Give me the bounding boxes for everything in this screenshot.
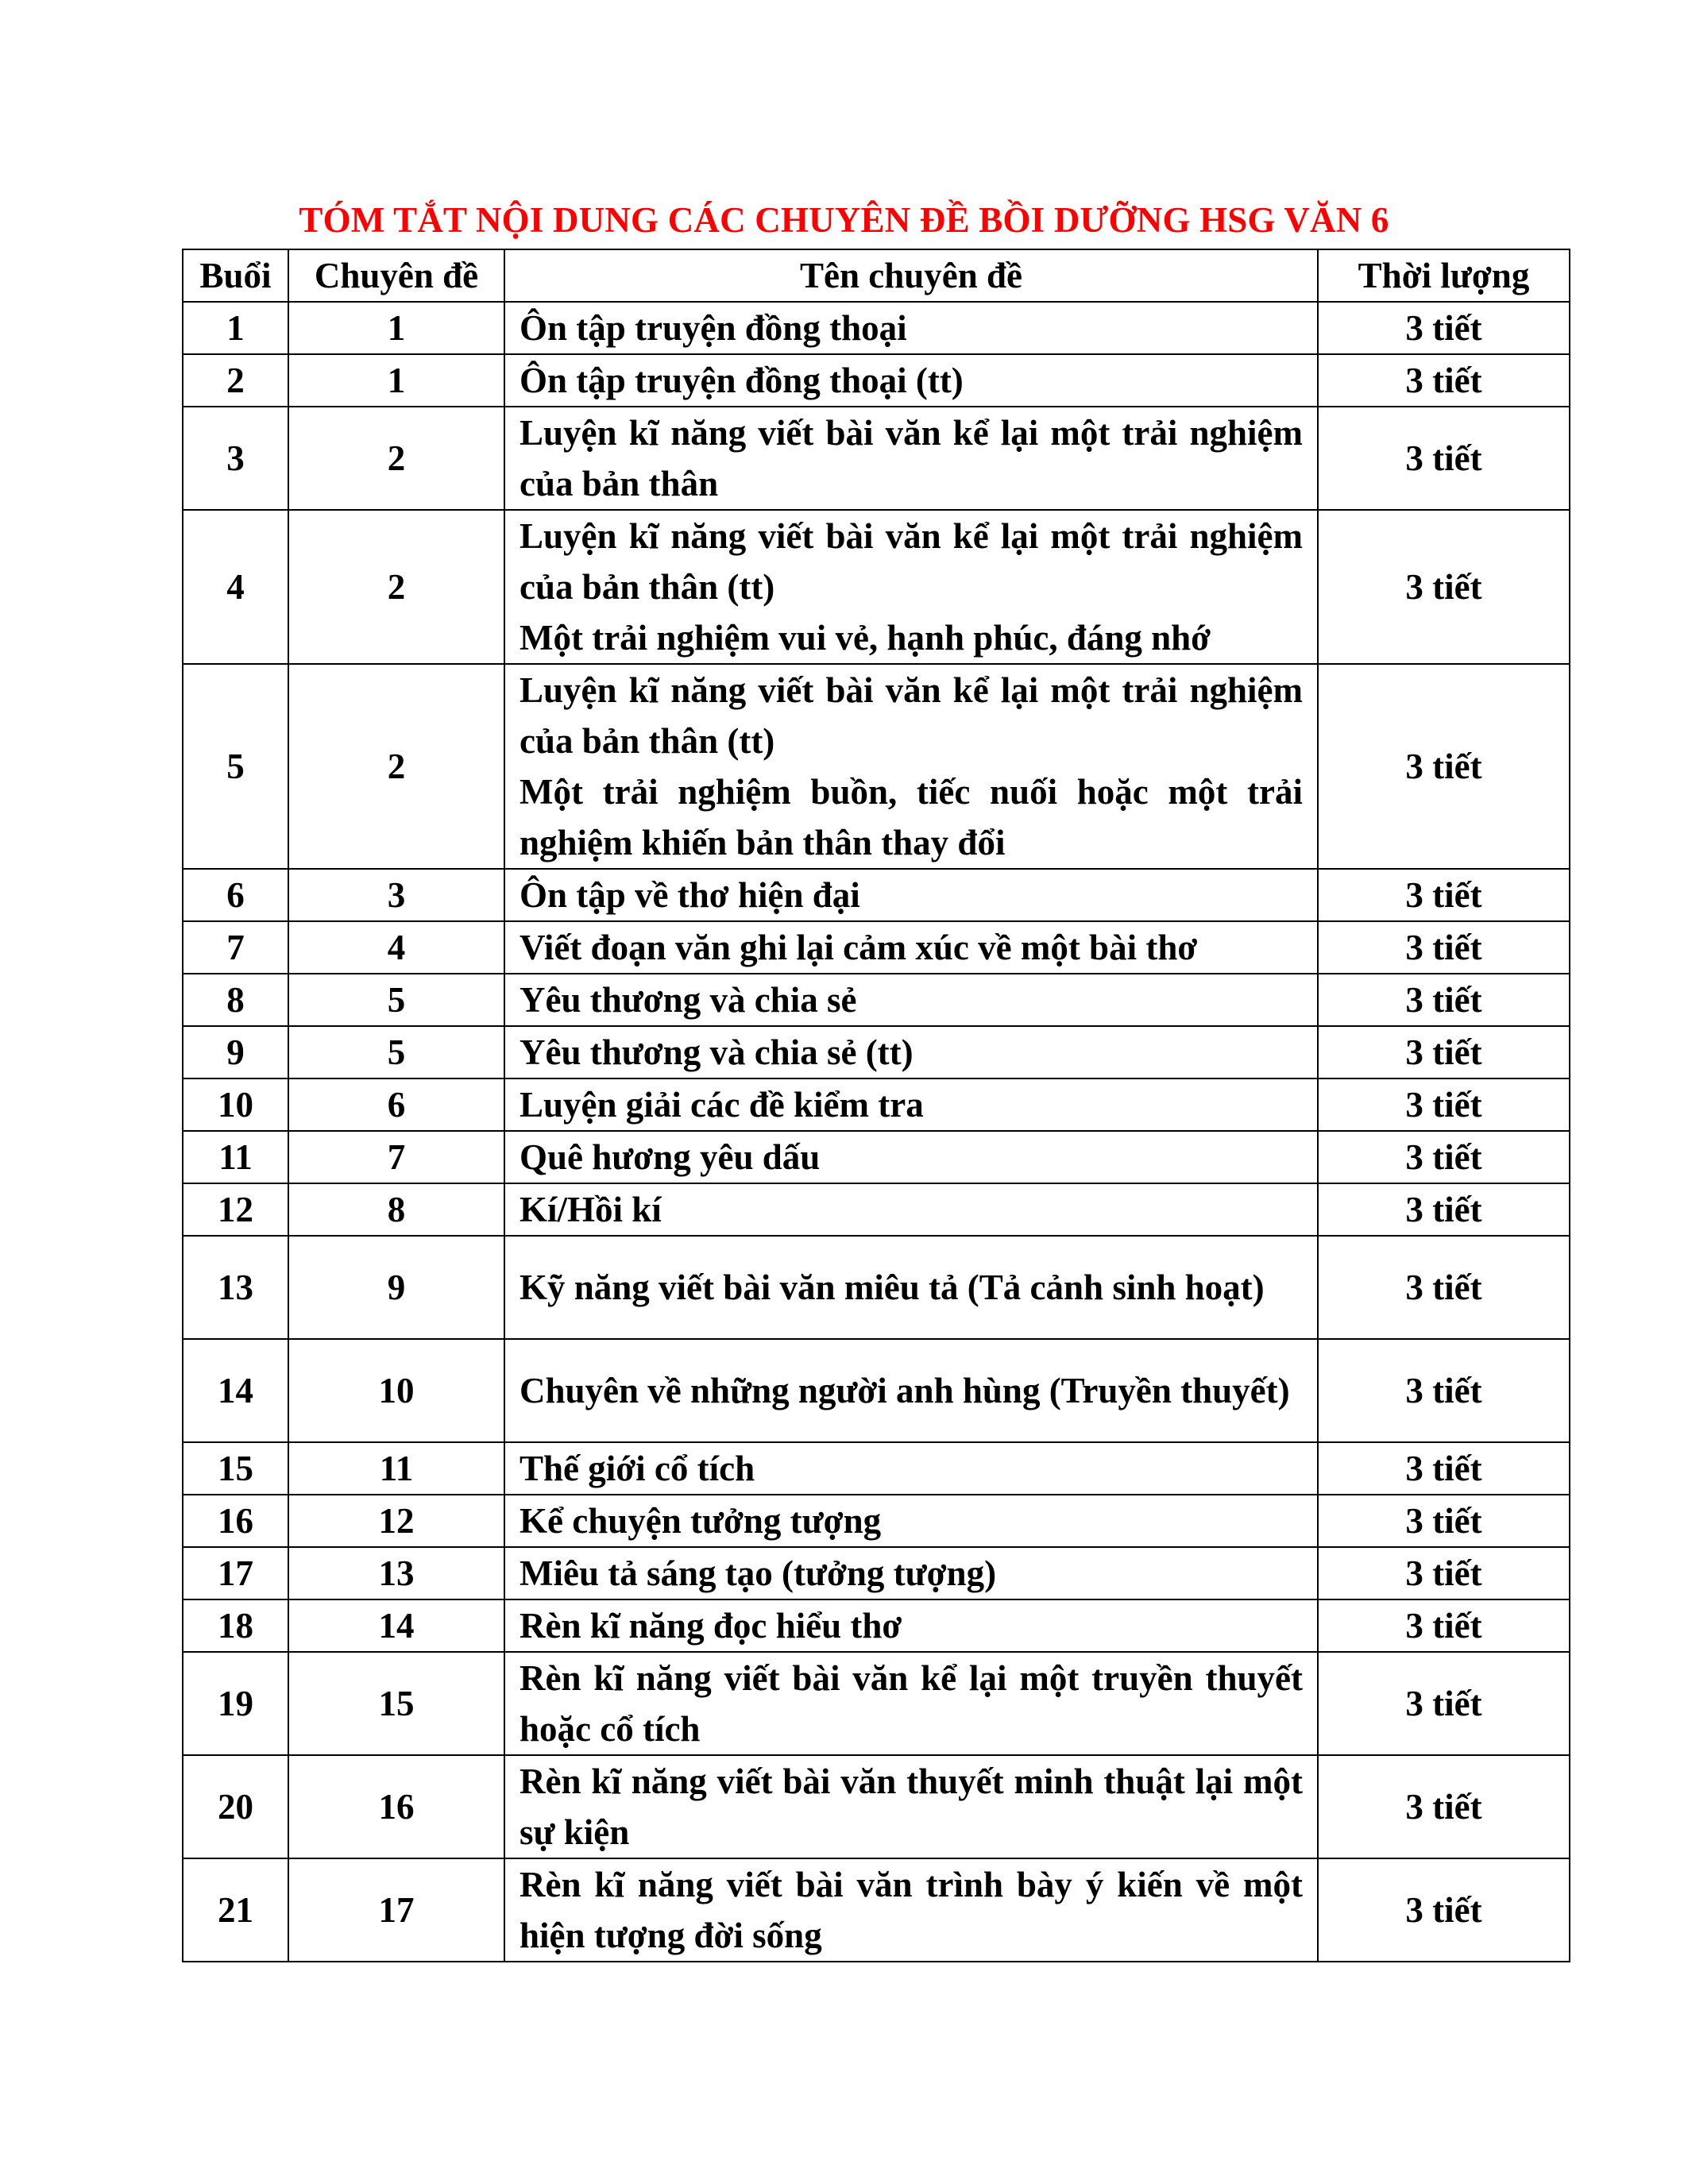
cell-thoi-luong: 3 tiết xyxy=(1318,1495,1570,1547)
topic-line: Ôn tập về thơ hiện đại xyxy=(520,875,860,915)
cell-buoi: 14 xyxy=(183,1339,288,1442)
table-row xyxy=(183,1339,1570,1442)
topic-line: Kể chuyện tưởng tượng xyxy=(520,1501,882,1541)
table-row xyxy=(183,1183,1570,1236)
cell-ten-chuyen-de xyxy=(504,407,1318,510)
topic-line: Luyện kĩ năng viết bài văn kể lại một trải nghiệm của bản thân (tt) xyxy=(520,670,1303,761)
cell-chuyen-de: 9 xyxy=(288,1236,504,1339)
table-row xyxy=(183,354,1570,407)
cell-ten-chuyen-de xyxy=(504,664,1318,869)
cell-thoi-luong: 3 tiết xyxy=(1318,1599,1570,1652)
cell-chuyen-de: 1 xyxy=(288,354,504,407)
cell-thoi-luong: 3 tiết xyxy=(1318,1131,1570,1183)
table-row xyxy=(183,1599,1570,1652)
topic-line: Luyện kĩ năng viết bài văn kể lại một trải nghiệm của bản thân (tt) xyxy=(520,516,1303,607)
table-row xyxy=(183,1652,1570,1755)
table-row xyxy=(183,974,1570,1026)
cell-chuyen-de: 17 xyxy=(288,1858,504,1962)
cell-thoi-luong: 3 tiết xyxy=(1318,1183,1570,1236)
topic-line: Quê hương yêu dấu xyxy=(520,1137,821,1177)
cell-ten-chuyen-de xyxy=(504,1236,1318,1339)
cell-chuyen-de: 15 xyxy=(288,1652,504,1755)
table-row xyxy=(183,664,1570,869)
cell-chuyen-de: 3 xyxy=(288,869,504,921)
cell-ten-chuyen-de xyxy=(504,1442,1318,1495)
topic-line: Rèn kĩ năng viết bài văn kể lại một truyền thuyết hoặc cổ tích xyxy=(520,1658,1303,1749)
cell-thoi-luong: 3 tiết xyxy=(1318,869,1570,921)
topic-line: Rèn kĩ năng viết bài văn thuyết minh thuật lại một sự kiện xyxy=(520,1761,1303,1852)
table-row xyxy=(183,510,1570,664)
table-row xyxy=(183,1755,1570,1858)
cell-ten-chuyen-de xyxy=(504,1755,1318,1858)
cell-buoi: 15 xyxy=(183,1442,288,1495)
cell-thoi-luong: 3 tiết xyxy=(1318,1442,1570,1495)
topic-line: Miêu tả sáng tạo (tưởng tượng) xyxy=(520,1553,997,1593)
topic-line: Yêu thương và chia sẻ xyxy=(520,980,857,1020)
cell-ten-chuyen-de xyxy=(504,1026,1318,1078)
topic-line: Yêu thương và chia sẻ (tt) xyxy=(520,1032,914,1072)
cell-thoi-luong: 3 tiết xyxy=(1318,354,1570,407)
table-row xyxy=(183,1131,1570,1183)
page-title: TÓM TẮT NỘI DUNG CÁC CHUYÊN ĐỀ BỒI DƯỠNG HSG VĂN 6 xyxy=(299,200,1389,240)
cell-buoi: 3 xyxy=(183,407,288,510)
cell-thoi-luong: 3 tiết xyxy=(1318,302,1570,354)
topic-line: Kí/Hồi kí xyxy=(520,1190,662,1229)
cell-chuyen-de: 13 xyxy=(288,1547,504,1599)
cell-thoi-luong: 3 tiết xyxy=(1318,974,1570,1026)
cell-thoi-luong: 3 tiết xyxy=(1318,921,1570,974)
topic-line: Luyện giải các đề kiểm tra xyxy=(520,1085,924,1125)
cell-chuyen-de: 2 xyxy=(288,664,504,869)
topic-line: Một trải nghiệm buồn, tiếc nuối hoặc một trải nghiệm khiến bản thân thay đổi xyxy=(520,772,1303,862)
topic-line: Ôn tập truyện đồng thoại (tt) xyxy=(520,361,964,400)
cell-ten-chuyen-de xyxy=(504,1652,1318,1755)
table-row xyxy=(183,1078,1570,1131)
cell-thoi-luong: 3 tiết xyxy=(1318,1755,1570,1858)
cell-buoi: 7 xyxy=(183,921,288,974)
cell-chuyen-de: 12 xyxy=(288,1495,504,1547)
topic-line: Luyện kĩ năng viết bài văn kể lại một trải nghiệm của bản thân xyxy=(520,413,1303,504)
cell-ten-chuyen-de xyxy=(504,1078,1318,1131)
cell-thoi-luong: 3 tiết xyxy=(1318,1858,1570,1962)
table-row xyxy=(183,1495,1570,1547)
cell-thoi-luong: 3 tiết xyxy=(1318,407,1570,510)
cell-chuyen-de: 2 xyxy=(288,510,504,664)
cell-ten-chuyen-de xyxy=(504,1183,1318,1236)
cell-buoi: 13 xyxy=(183,1236,288,1339)
cell-buoi: 6 xyxy=(183,869,288,921)
cell-buoi: 11 xyxy=(183,1131,288,1183)
cell-buoi: 12 xyxy=(183,1183,288,1236)
cell-chuyen-de: 8 xyxy=(288,1183,504,1236)
cell-chuyen-de: 14 xyxy=(288,1599,504,1652)
table-row xyxy=(183,1547,1570,1599)
table-row xyxy=(183,1026,1570,1078)
table-row xyxy=(183,921,1570,974)
cell-chuyen-de: 11 xyxy=(288,1442,504,1495)
table-row xyxy=(183,869,1570,921)
cell-buoi: 10 xyxy=(183,1078,288,1131)
cell-chuyen-de: 4 xyxy=(288,921,504,974)
cell-ten-chuyen-de xyxy=(504,354,1318,407)
header-ten-chuyen-de: Tên chuyên đề xyxy=(504,249,1318,302)
cell-thoi-luong: 3 tiết xyxy=(1318,1078,1570,1131)
topics-table xyxy=(182,249,1570,1962)
cell-buoi: 9 xyxy=(183,1026,288,1078)
cell-thoi-luong: 3 tiết xyxy=(1318,1547,1570,1599)
cell-thoi-luong: 3 tiết xyxy=(1318,1652,1570,1755)
cell-thoi-luong: 3 tiết xyxy=(1318,1339,1570,1442)
cell-thoi-luong: 3 tiết xyxy=(1318,510,1570,664)
cell-buoi: 4 xyxy=(183,510,288,664)
topic-line: Ôn tập truyện đồng thoại xyxy=(520,308,907,348)
cell-buoi: 2 xyxy=(183,354,288,407)
cell-buoi: 5 xyxy=(183,664,288,869)
cell-thoi-luong: 3 tiết xyxy=(1318,664,1570,869)
cell-buoi: 1 xyxy=(183,302,288,354)
cell-ten-chuyen-de xyxy=(504,869,1318,921)
cell-ten-chuyen-de xyxy=(504,1599,1318,1652)
cell-buoi: 19 xyxy=(183,1652,288,1755)
table-header-row xyxy=(183,249,1570,302)
cell-buoi: 17 xyxy=(183,1547,288,1599)
cell-ten-chuyen-de xyxy=(504,1858,1318,1962)
header-thoi-luong: Thời lượng xyxy=(1318,249,1570,302)
cell-buoi: 16 xyxy=(183,1495,288,1547)
cell-ten-chuyen-de xyxy=(504,1131,1318,1183)
cell-ten-chuyen-de xyxy=(504,1495,1318,1547)
header-buoi: Buổi xyxy=(183,249,288,302)
cell-chuyen-de: 10 xyxy=(288,1339,504,1442)
topic-line: Rèn kĩ năng viết bài văn trình bày ý kiến về một hiện tượng đời sống xyxy=(520,1865,1303,1955)
topic-line: Chuyên về những người anh hùng (Truyền thuyết) xyxy=(520,1371,1290,1410)
cell-chuyen-de: 2 xyxy=(288,407,504,510)
cell-ten-chuyen-de xyxy=(504,974,1318,1026)
topic-line: Kỹ năng viết bài văn miêu tả (Tả cảnh sinh hoạt) xyxy=(520,1268,1265,1307)
table-row xyxy=(183,407,1570,510)
cell-ten-chuyen-de xyxy=(504,302,1318,354)
cell-chuyen-de: 7 xyxy=(288,1131,504,1183)
table-row xyxy=(183,1858,1570,1962)
table-row xyxy=(183,1236,1570,1339)
cell-chuyen-de: 5 xyxy=(288,1026,504,1078)
header-chuyen-de: Chuyên đề xyxy=(288,249,504,302)
cell-ten-chuyen-de xyxy=(504,1547,1318,1599)
topic-line: Viết đoạn văn ghi lại cảm xúc về một bài thơ xyxy=(520,928,1198,967)
cell-buoi: 18 xyxy=(183,1599,288,1652)
topic-line: Rèn kĩ năng đọc hiểu thơ xyxy=(520,1606,902,1646)
cell-buoi: 20 xyxy=(183,1755,288,1858)
cell-chuyen-de: 6 xyxy=(288,1078,504,1131)
cell-thoi-luong: 3 tiết xyxy=(1318,1236,1570,1339)
topic-line: Thế giới cổ tích xyxy=(520,1449,755,1488)
cell-chuyen-de: 1 xyxy=(288,302,504,354)
cell-ten-chuyen-de xyxy=(504,1339,1318,1442)
topic-line: Một trải nghiệm vui vẻ, hạnh phúc, đáng nhớ xyxy=(520,618,1211,658)
cell-chuyen-de: 16 xyxy=(288,1755,504,1858)
table-row xyxy=(183,1442,1570,1495)
cell-buoi: 21 xyxy=(183,1858,288,1962)
cell-buoi: 8 xyxy=(183,974,288,1026)
cell-chuyen-de: 5 xyxy=(288,974,504,1026)
table-row xyxy=(183,302,1570,354)
cell-thoi-luong: 3 tiết xyxy=(1318,1026,1570,1078)
cell-ten-chuyen-de xyxy=(504,921,1318,974)
cell-ten-chuyen-de xyxy=(504,510,1318,664)
